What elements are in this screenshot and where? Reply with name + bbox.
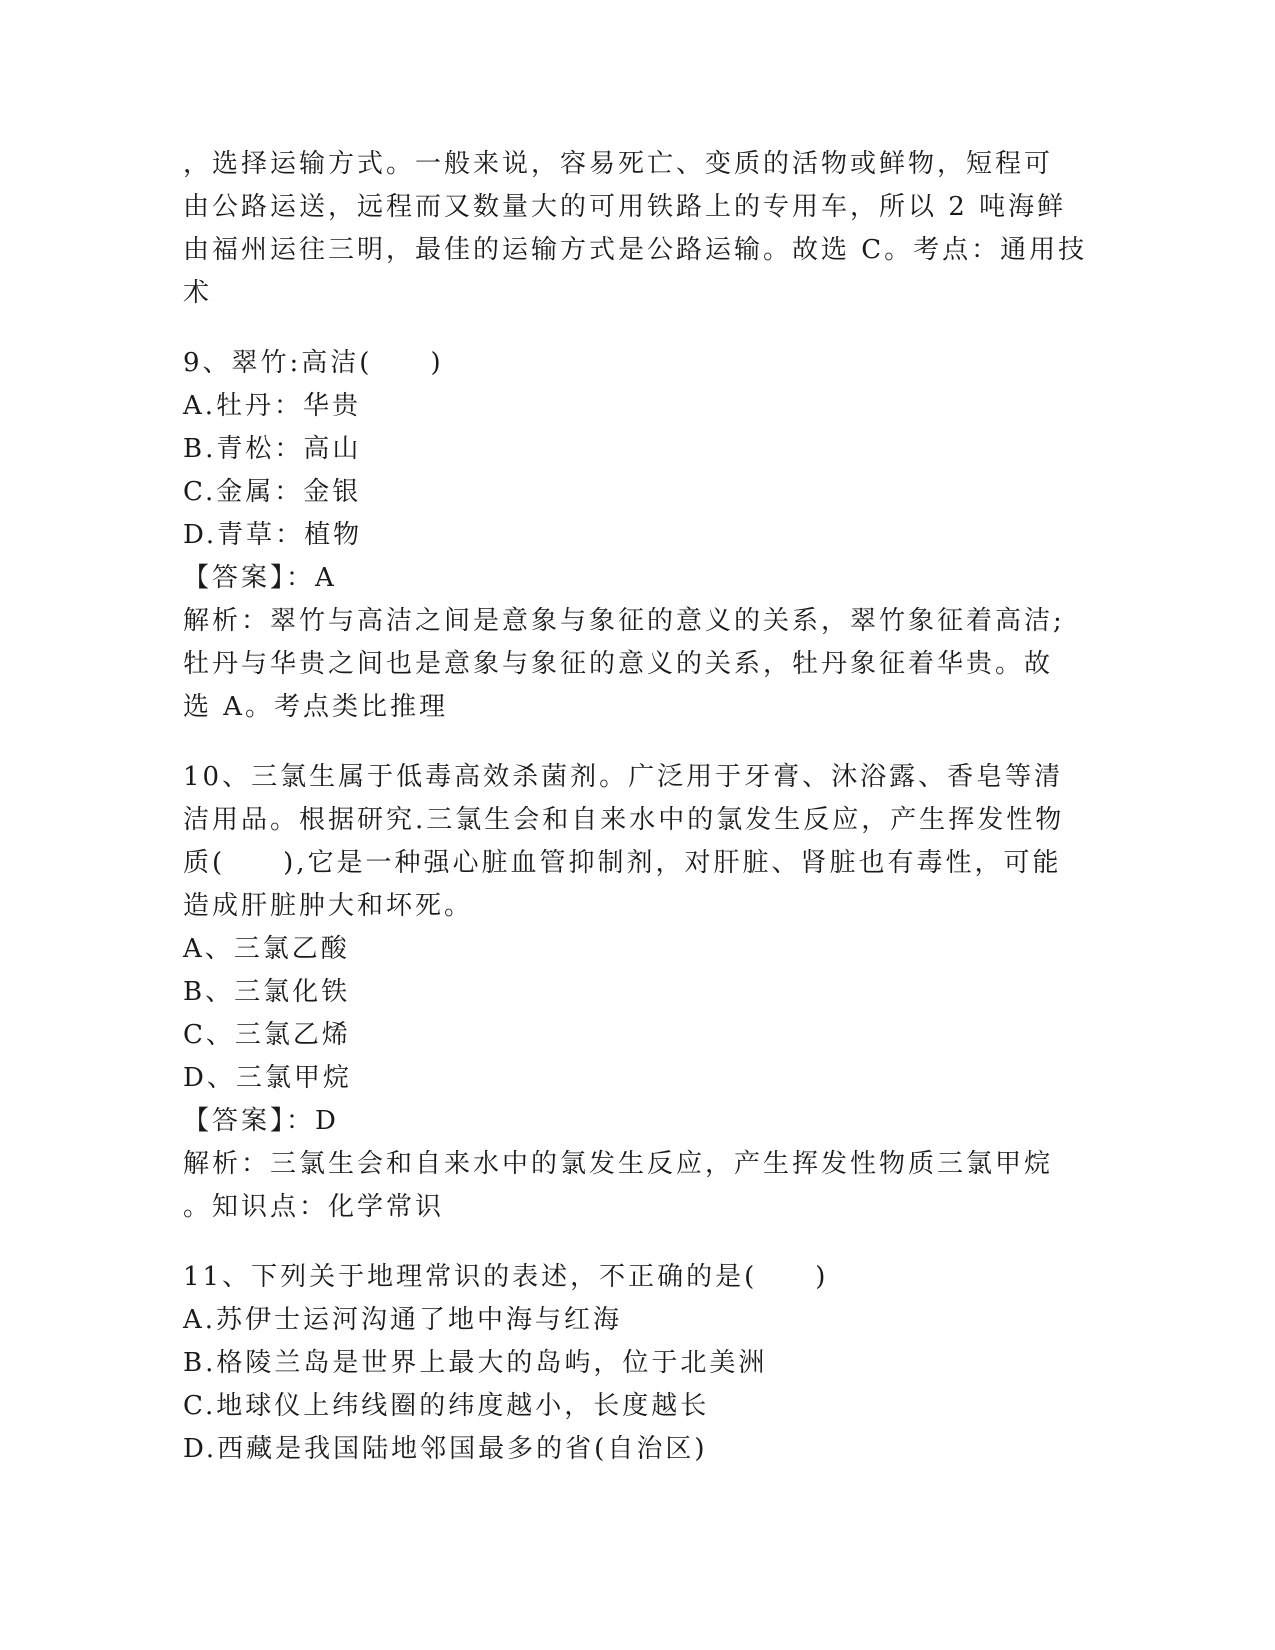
option-d: D、三氯甲烷 xyxy=(183,1063,352,1093)
question-stem: 造成肝脏肿大和坏死。 xyxy=(183,891,474,921)
question-11 xyxy=(183,1256,1063,1471)
option-c: C.金属：金银 xyxy=(183,477,362,507)
question-9 xyxy=(183,342,1063,729)
spacer xyxy=(183,729,1063,756)
intro-line: 由公路运送，远程而又数量大的可用铁路上的专用车，所以 2 吨海鲜 xyxy=(183,192,1067,222)
analysis-line: 选 A。考点类比推理 xyxy=(183,692,449,722)
question-stem: 洁用品。根据研究.三氯生会和自来水中的氯发生反应，产生挥发性物 xyxy=(183,805,1065,835)
intro-paragraph xyxy=(183,143,1088,315)
intro-line: 由福州运往三明，最佳的运输方式是公路运输。故选 C。考点：通用技 xyxy=(183,235,1088,265)
option-a: A.苏伊士运河沟通了地中海与红海 xyxy=(183,1305,623,1335)
document-page xyxy=(183,143,1088,1471)
answer-line: 【答案】：D xyxy=(183,1106,339,1136)
option-d: D.西藏是我国陆地邻国最多的省(自治区) xyxy=(183,1434,708,1464)
spacer xyxy=(183,1229,1063,1256)
spacer xyxy=(183,315,1063,342)
question-stem: 11、下列关于地理常识的表述，不正确的是( ) xyxy=(183,1262,829,1292)
question-stem: 9、翠竹:高洁( ) xyxy=(183,348,444,378)
option-a: A、三氯乙酸 xyxy=(183,934,350,964)
answer-line: 【答案】：A xyxy=(183,563,337,593)
option-c: C.地球仪上纬线圈的纬度越小，长度越长 xyxy=(183,1391,710,1421)
analysis-line: 解析：翠竹与高洁之间是意象与象征的意义的关系，翠竹象征着高洁; xyxy=(183,606,1065,636)
analysis-line: 。知识点：化学常识 xyxy=(183,1192,445,1222)
intro-line: 术 xyxy=(183,278,213,308)
option-a: A.牡丹：华贵 xyxy=(183,391,362,421)
option-b: B.青松：高山 xyxy=(183,434,362,464)
analysis-line: 解析：三氯生会和自来水中的氯发生反应，产生挥发性物质三氯甲烷 xyxy=(183,1149,1054,1179)
option-b: B、三氯化铁 xyxy=(183,977,351,1007)
option-b: B.格陵兰岛是世界上最大的岛屿，位于北美洲 xyxy=(183,1348,768,1378)
question-stem: 10、三氯生属于低毒高效杀菌剂。广泛用于牙膏、沐浴露、香皂等清 xyxy=(183,762,1064,792)
option-d: D.青草：植物 xyxy=(183,520,363,550)
question-stem: 质( ),它是一种强心脏血管抑制剂，对肝脏、肾脏也有毒性，可能 xyxy=(183,848,1062,878)
analysis-line: 牡丹与华贵之间也是意象与象征的意义的关系，牡丹象征着华贵。故 xyxy=(183,649,1054,679)
option-c: C、三氯乙烯 xyxy=(183,1020,351,1050)
intro-line: ，选择运输方式。一般来说，容易死亡、变质的活物或鲜物，短程可 xyxy=(183,149,1054,179)
question-10 xyxy=(183,756,1063,1229)
